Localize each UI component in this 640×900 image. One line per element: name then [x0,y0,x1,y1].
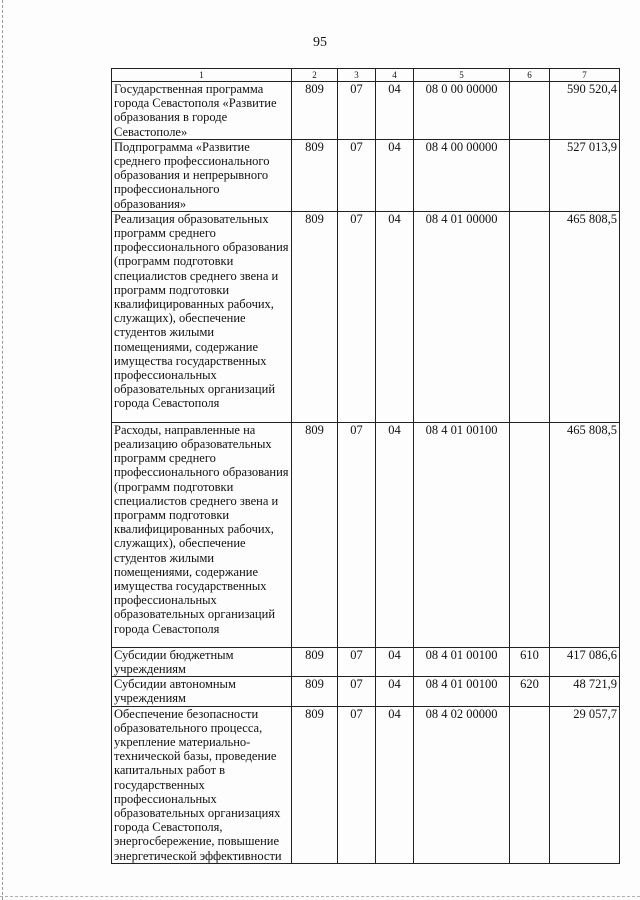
subsection-code-cell: 04 [376,422,414,647]
amount-cell: 48 721,9 [550,677,620,706]
row-name-cell: Подпрограмма «Развитие среднего профессионального образования и непрерывного профессионального образования» [112,139,292,211]
row-name-cell: Обеспечение безопасности образовательного процесса, укрепление материально-технической базы, проведение капитальных работ в государственных профессиональных образовательных организациях города Севастополя, энергосбережение, повышение энергетической эффективности [112,706,292,863]
section-code-cell: 07 [338,422,376,647]
page-number: 95 [313,35,327,50]
amount-cell: 590 520,4 [550,82,620,140]
column-number: 3 [338,69,376,82]
target-article-cell: 08 0 00 00000 [414,82,510,140]
row-name-cell: Государственная программа города Севастополя «Развитие образования в городе Севастополе» [112,82,292,140]
column-number: 5 [414,69,510,82]
subsection-code-cell: 04 [376,211,414,422]
subsection-code-cell: 04 [376,139,414,211]
ministry-code-cell: 809 [292,422,338,647]
ministry-code-cell: 809 [292,82,338,140]
subsection-code-cell: 04 [376,706,414,863]
column-number: 2 [292,69,338,82]
table-row [112,647,620,676]
row-name-cell: Субсидии автономным учреждениям [112,677,292,706]
subsection-code-cell: 04 [376,677,414,706]
amount-cell: 29 057,7 [550,706,620,863]
section-code-cell: 07 [338,677,376,706]
ministry-code-cell: 809 [292,211,338,422]
table-row [112,211,620,422]
column-number: 1 [112,69,292,82]
expense-type-cell: 620 [510,677,550,706]
table-row [112,706,620,863]
target-article-cell: 08 4 01 00100 [414,677,510,706]
section-code-cell: 07 [338,706,376,863]
scan-bottom-edge [0,896,640,897]
budget-table [111,68,620,864]
section-code-cell: 07 [338,139,376,211]
subsection-code-cell: 04 [376,82,414,140]
target-article-cell: 08 4 01 00100 [414,422,510,647]
amount-cell: 465 808,5 [550,422,620,647]
row-name-cell: Реализация образовательных программ среднего профессионального образования (программ подготовки специалистов среднего звена и программ подготовки квалифицированных рабочих, служащих), обеспечение студентов жилыми помещениями, содержание имущества государственных профессиональных образовательных организаций города Севастополя [112,211,292,422]
target-article-cell: 08 4 02 00000 [414,706,510,863]
target-article-cell: 08 4 01 00100 [414,647,510,676]
table-row [112,677,620,706]
expense-type-cell [510,82,550,140]
expense-type-cell [510,139,550,211]
subsection-code-cell: 04 [376,647,414,676]
target-article-cell: 08 4 00 00000 [414,139,510,211]
table-row [112,82,620,140]
section-code-cell: 07 [338,211,376,422]
ministry-code-cell: 809 [292,139,338,211]
expense-type-cell [510,706,550,863]
amount-cell: 465 808,5 [550,211,620,422]
ministry-code-cell: 809 [292,706,338,863]
expense-type-cell [510,422,550,647]
scan-left-edge [2,0,3,900]
table-row [112,422,620,647]
expense-type-cell [510,211,550,422]
column-number: 6 [510,69,550,82]
target-article-cell: 08 4 01 00000 [414,211,510,422]
ministry-code-cell: 809 [292,647,338,676]
ministry-code-cell: 809 [292,677,338,706]
column-number-row [112,69,620,82]
column-number: 4 [376,69,414,82]
row-name-cell: Субсидии бюджетным учреждениям [112,647,292,676]
amount-cell: 417 086,6 [550,647,620,676]
row-name-cell: Расходы, направленные на реализацию образовательных программ среднего профессионального образования (программ подготовки специалистов среднего звена и программ подготовки квалифицированных рабочих, служащих), обеспечение студентов жилыми помещениями, содержание имущества государственных профессиональных образовательных организаций города Севастополя [112,422,292,647]
section-code-cell: 07 [338,82,376,140]
amount-cell: 527 013,9 [550,139,620,211]
section-code-cell: 07 [338,647,376,676]
column-number: 7 [550,69,620,82]
table-row [112,139,620,211]
expense-type-cell: 610 [510,647,550,676]
